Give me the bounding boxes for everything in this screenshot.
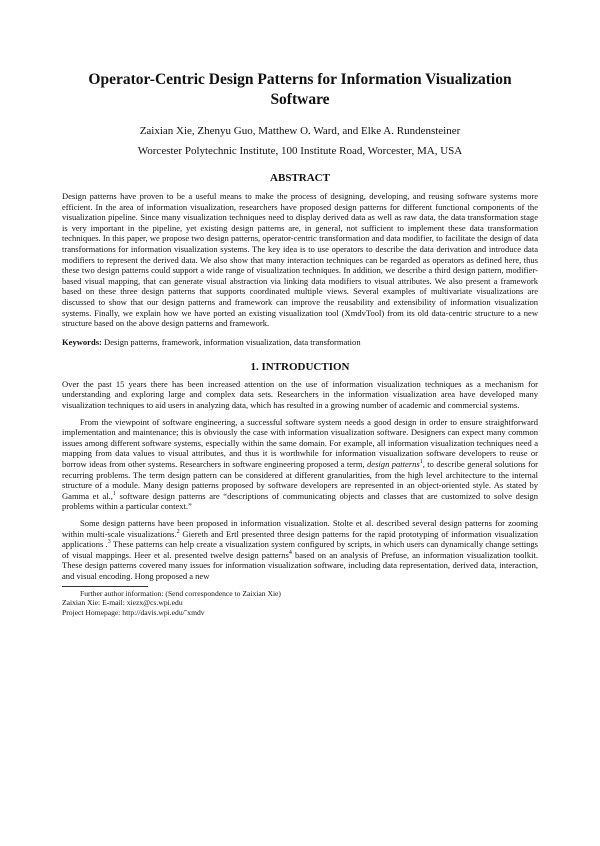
citation-ref[interactable]: 4	[288, 549, 292, 556]
footnote-divider	[62, 586, 148, 587]
author-list: Zaixian Xie, Zhenyu Guo, Matthew O. Ward, and Elke A. Rundensteiner	[139, 125, 461, 137]
keywords	[62, 337, 538, 348]
affiliation: Worcester Polytechnic Institute, 100 Institute Road, Worcester, MA, USA	[137, 145, 463, 157]
intro-p2-term: design patterns	[367, 459, 420, 470]
intro-p3-text-a: Some design patterns have been proposed in information visualization. Stolte et al. described several design patterns for zooming within multi-scale visualizations.	[62, 517, 538, 539]
abstract-heading: ABSTRACT	[270, 172, 330, 184]
citation-ref[interactable]: 2	[176, 528, 180, 535]
intro-p3-text-b: Giereth and Ertl presented three design patterns for the rapid prototyping of information visualization applications .	[62, 528, 538, 550]
section-heading-introduction: 1. INTRODUCTION	[250, 360, 350, 373]
footnote-email: Zaixian Xie: E-mail: xiezx@cs.wpi.edu	[62, 598, 183, 608]
abstract-text: Design patterns have proven to be a useful means to make the process of designing, developing, and reusing software systems more efficient. In the area of information visualization, researchers have proposed design patterns for different functional components of the visualization pipeline. Since many visualization techniques need to display derived data as well as raw data, the data transformation stage is very important in the pipeline, yet existing design patterns are, in general, not sufficient to implement these data transformation techniques. In this paper, we propose two design patterns, operator-centric transformation and data modifier, to facilitate the design of data transformations for information visualization systems. The key idea is to use operators to describe the data derivation and introduce data modifiers to represent the derived data. We also show that many interaction techniques can be regarded as operators as defined here, thus these two design patterns could support a wide range of visualization techniques. In addition, we describe a third design pattern, modifier-based visual mapping, that can generate visual abstraction via linking data modifiers to visual attributes. We also present a framework based on these three design patterns that supports coordinated multiple views. Several examples of multivariate visualizations are discussed to show that our design patterns and framework can improve the reusability and extensibility of information visualization systems. Finally, we explain how we have ported an existing visualization tool (XmdvTool) from its old data-centric structure to a new structure based on the above design patterns and framework.	[62, 191, 538, 329]
paper-title: Operator-Centric Design Patterns for Information Visualization Software	[88, 71, 512, 108]
footnote-homepage: Project Homepage: http://davis.wpi.edu/˜xmdv	[62, 607, 205, 617]
intro-p2-text-c: software design patterns are “descriptions of communicating objects and classes that are customized to solve design problems within a particular context.”	[62, 490, 538, 512]
footnotes	[62, 589, 538, 618]
keywords-label: Keywords:	[62, 337, 102, 348]
intro-paragraph-1: Over the past 15 years there has been increased attention on the use of information visualization techniques as a mechanism for understanding and exploring large and complex data sets. Researchers in the information visualization area have developed many visualization techniques to aid users in analyzing data, which has resulted in a growing number of academic and commercial systems.	[62, 378, 538, 411]
paper-page	[0, 70, 600, 846]
intro-p3-text-d: based on an analysis of Prefuse, an information visualization toolkit. These design patterns covered many issues for information visualization software, including data representation, derived data, interaction, and visual encoding. Hong proposed a new	[62, 549, 538, 581]
keywords-text: Design patterns, framework, information visualization, data transformation	[104, 337, 361, 348]
footnote-author-info: Further author information: (Send correspondence to Zaixian Xie)	[80, 588, 281, 598]
citation-ref[interactable]: 3	[107, 539, 111, 546]
intro-paragraph-2	[62, 417, 538, 512]
citation-ref[interactable]: 1	[419, 459, 423, 466]
intro-paragraph-3	[62, 518, 538, 582]
intro-p3-text-c: These patterns can help create a visualization system configured by scripts, in which users can dynamically change settings of visual mappings. Heer et al. presented twelve design patterns	[62, 539, 538, 560]
citation-ref[interactable]: 1	[112, 490, 116, 497]
intro-p2-text-b: , to describe general solutions for recurring problems. The term design pattern can be considered at different granularities, from the high level architecture to the internal structure of a module. Many design patterns proposed by software developers are represented in an object-oriented style. As stated by Gamma et al.,	[62, 459, 538, 501]
intro-p2-text-a: From the viewpoint of software engineering, a successful software system needs a good design in order to ensure straightforward implementation and maintenance; this is obviously the case with information visualization software. Designers can expect many common issues among different software systems, especially within the same domain. For example, all information visualization techniques need a mapping from data values to visual attributes, and thus it is worthwhile for information visualization software developers to reuse or borrow ideas from other systems. Researchers in software engineering proposed a term,	[62, 416, 538, 470]
